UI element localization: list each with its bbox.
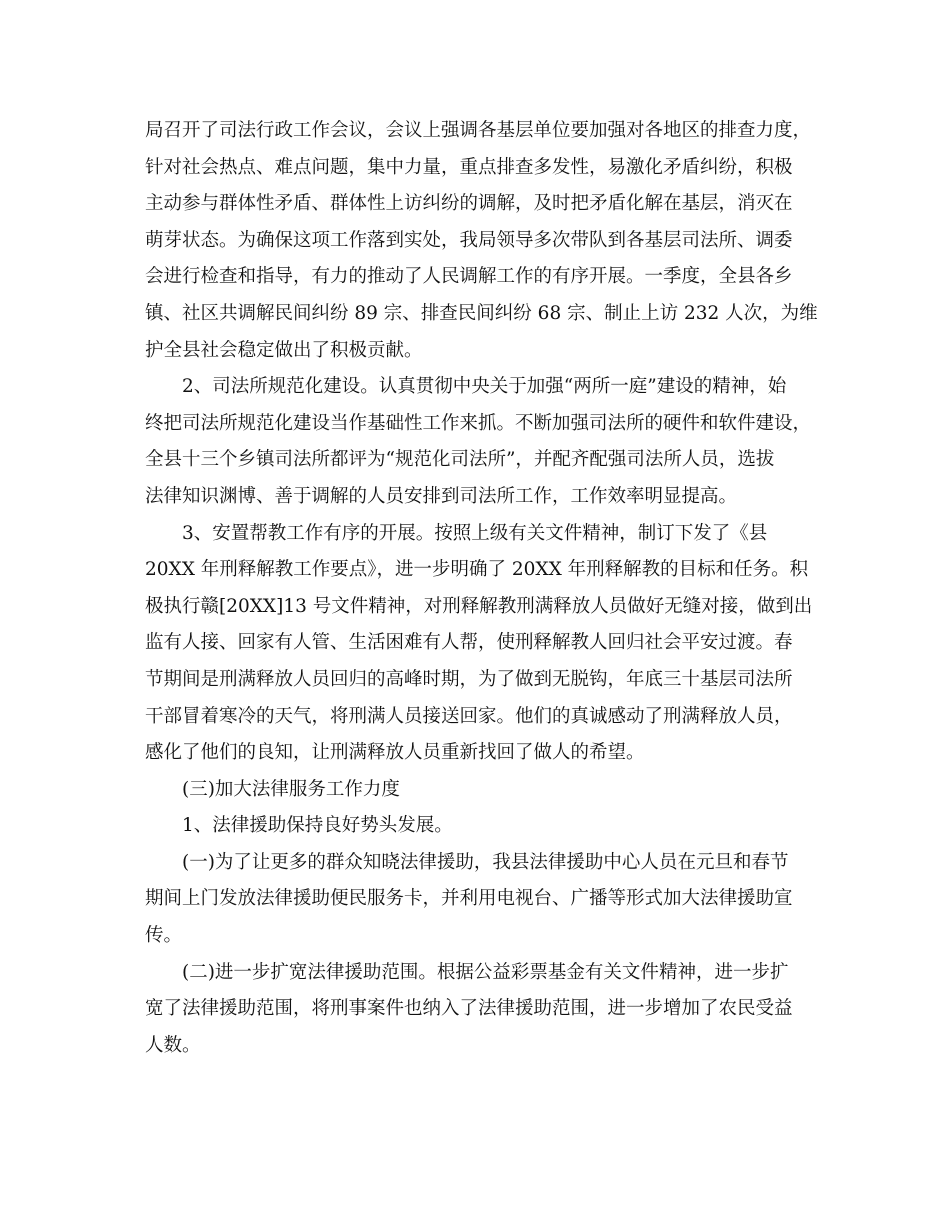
text-line: 针对社会热点、难点问题，集中力量，重点排查多发性，易激化矛盾纠纷，积极 [145, 156, 793, 178]
subsection-heading: 1、法律援助保持良好势头发展。 [145, 815, 453, 837]
text-line: 20XX 年刑释解教工作要点》，进一步明确了 20XX 年刑释解教的目标和任务。积 [145, 559, 809, 581]
text-line: (一)为了让更多的群众知晓法律援助，我县法律援助中心人员在元旦和春节 [145, 851, 789, 873]
text-line: 监有人接、回家有人管、生活困难有人帮，使刑释解教人回归社会平安过渡。春 [145, 632, 793, 654]
text-line: 终把司法所规范化建设当作基础性工作来抓。不断加强司法所的硬件和软件建设， [145, 412, 812, 434]
text-line: 萌芽状态。为确保这项工作落到实处，我局领导多次带队到各基层司法所、调委 [145, 229, 793, 251]
text-line: 法律知识渊博、善于调解的人员安排到司法所工作，工作效率明显提高。 [145, 485, 738, 507]
text-line: 会进行检查和指导，有力的推动了人民调解工作的有序开展。一季度，全县各乡 [145, 266, 793, 288]
text-line: 镇、社区共调解民间纠纷 89 宗、排查民间纠纷 68 宗、制止上访 232 人次，为维 [145, 302, 818, 324]
text-line: 宽了法律援助范围，将刑事案件也纳入了法律援助范围，进一步增加了农民受益 [145, 998, 793, 1020]
text-line: 3、安置帮教工作有序的开展。按照上级有关文件精神，制订下发了《县 [145, 522, 768, 544]
text-line: 干部冒着寒冷的天气，将刑满人员接送回家。他们的真诚感动了刑满释放人员， [145, 705, 793, 727]
text-line: 人数。 [145, 1034, 201, 1056]
text-line: 节期间是刑满释放人员回归的高峰时期，为了做到无脱钩，年底三十基层司法所 [145, 668, 793, 690]
text-line: 护全县社会稳定做出了积极贡献。 [145, 339, 423, 361]
text-line: 局召开了司法行政工作会议，会议上强调各基层单位要加强对各地区的排查力度， [145, 120, 812, 141]
text-line: 2、司法所规范化建设。认真贯彻中央关于加强“两所一庭”建设的精神，始 [145, 376, 787, 398]
text-line: 感化了他们的良知，让刑满释放人员重新找回了做人的希望。 [145, 742, 645, 764]
text-line: 极执行赣[20XX]13 号文件精神，对刑释解教刑满释放人员做好无缝对接，做到出 [145, 595, 813, 617]
text-line: (二)进一步扩宽法律援助范围。根据公益彩票基金有关文件精神，进一步扩 [145, 961, 789, 983]
text-line: 传。 [145, 925, 183, 947]
text-line: 主动参与群体性矛盾、群体性上访纠纷的调解，及时把矛盾化解在基层，消灭在 [145, 193, 793, 215]
section-heading: (三)加大法律服务工作力度 [145, 778, 400, 800]
text-line: 期间上门发放法律援助便民服务卡，并利用电视台、广播等形式加大法律援助宣 [145, 888, 793, 910]
document-body [145, 113, 818, 1064]
text-line: 全县十三个乡镇司法所都评为“规范化司法所”，并配齐配强司法所人员，选拔 [145, 449, 775, 471]
